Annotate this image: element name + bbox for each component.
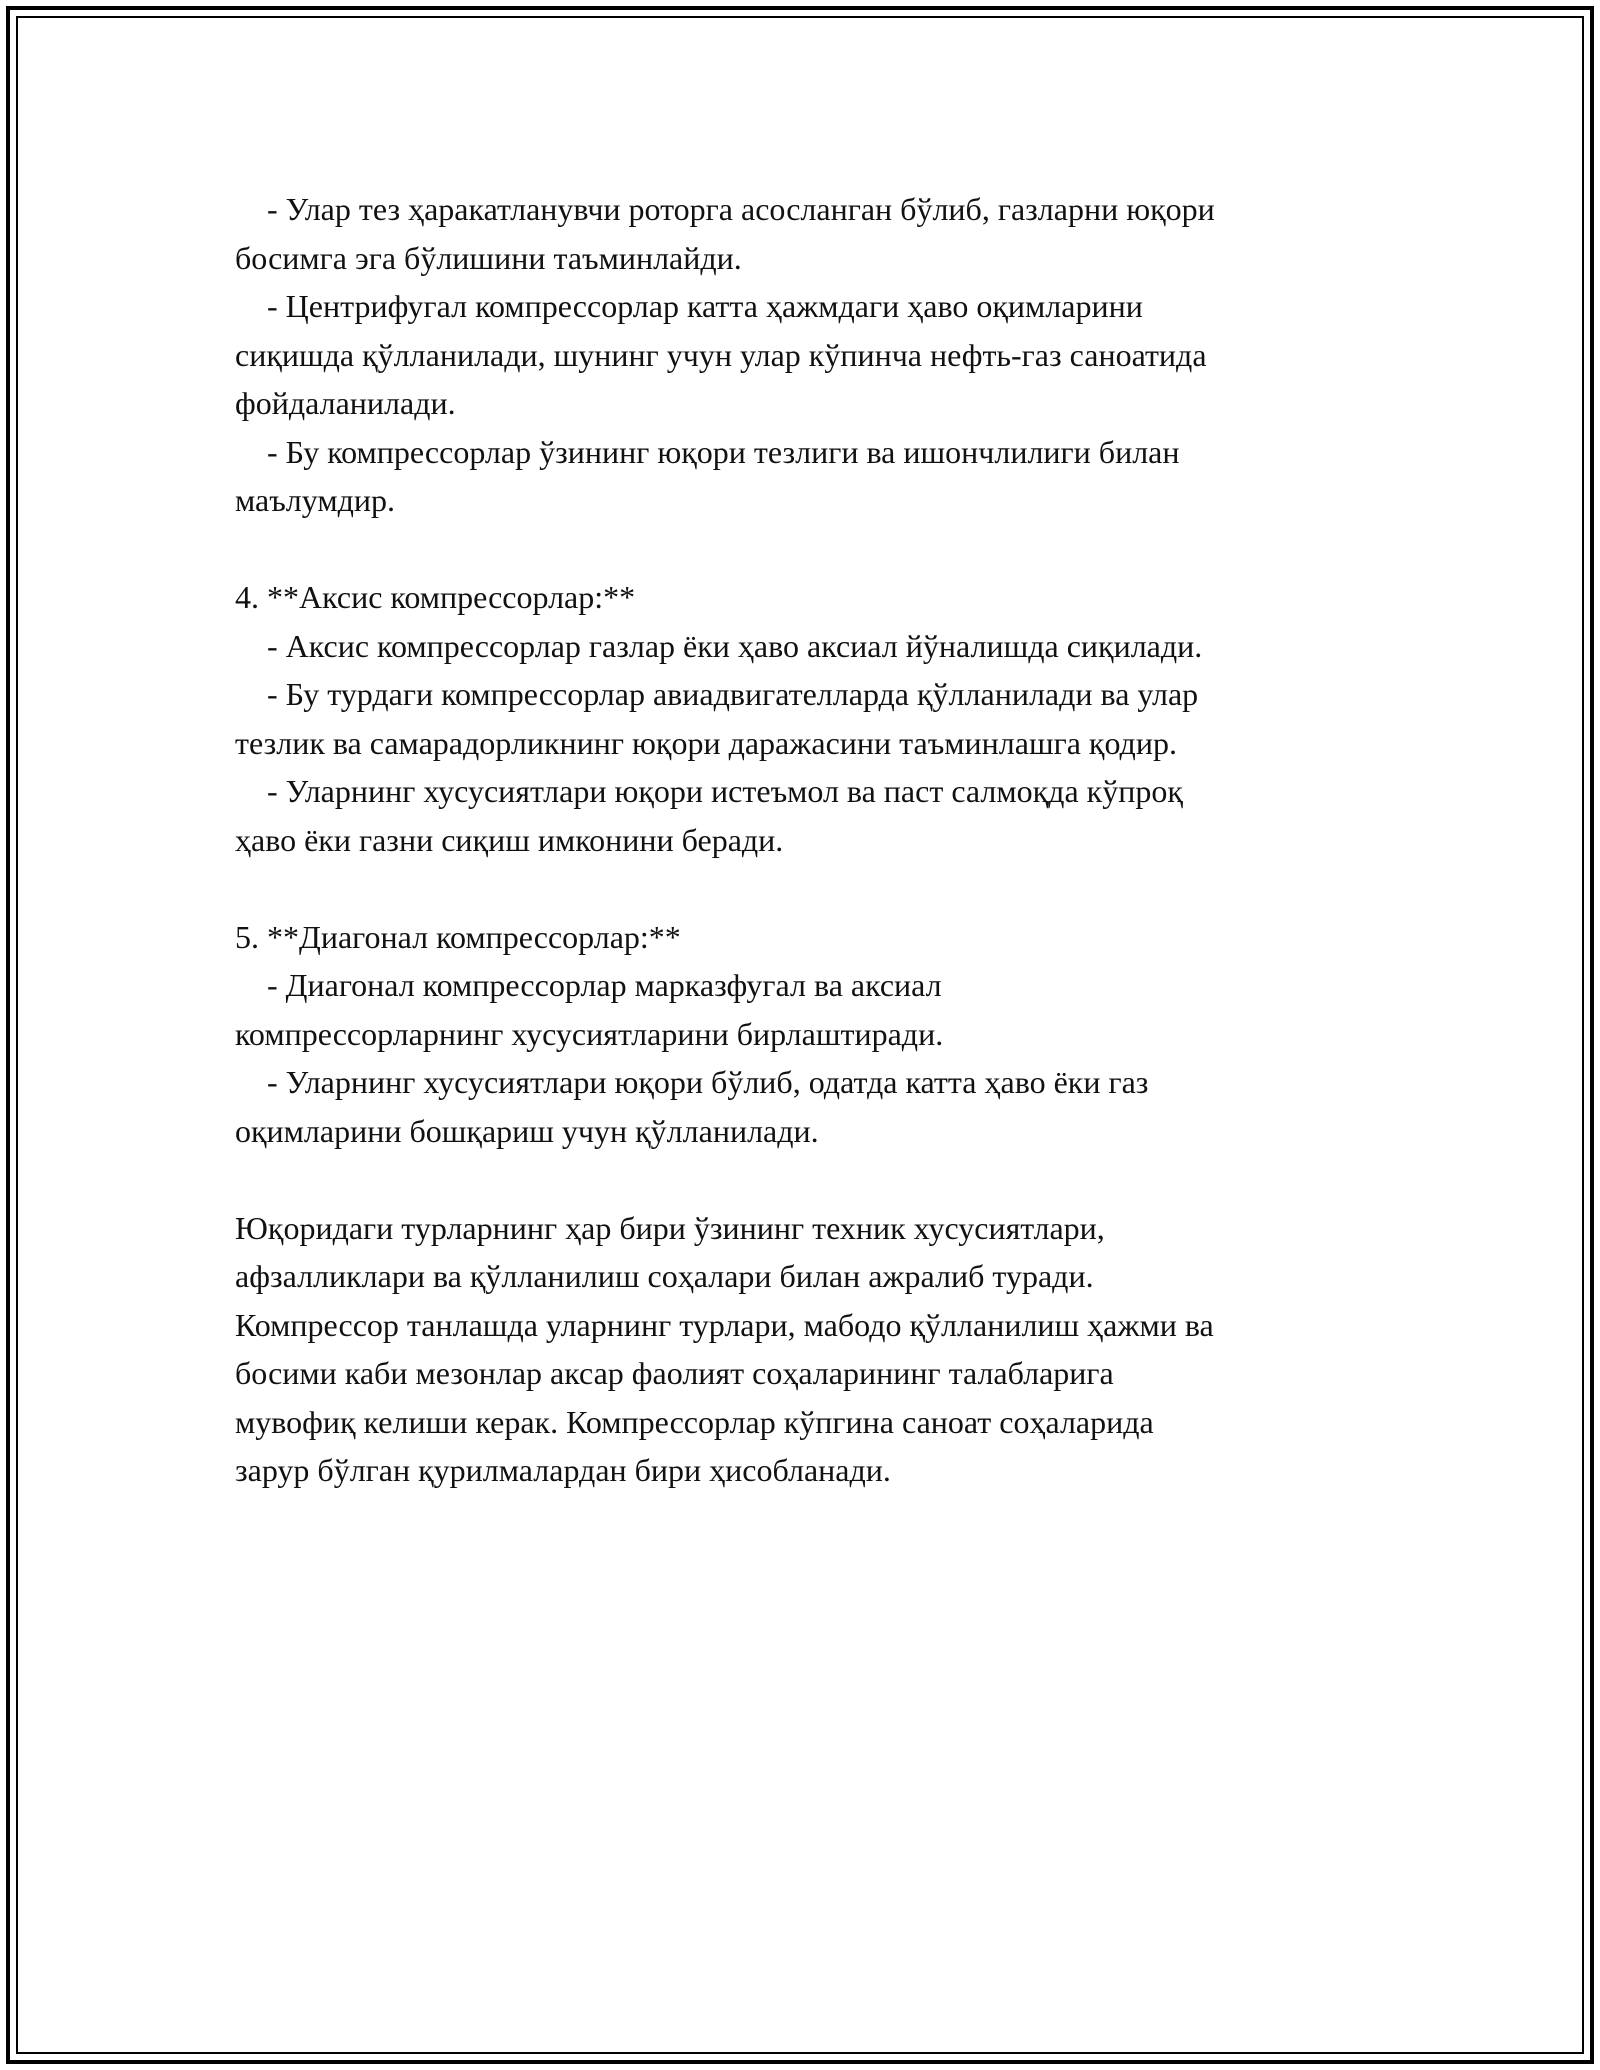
- bullet-centrifugal-usage: - Центрифугал компрессорлар катта ҳажмдаги ҳаво оқимларини сиқишда қўлланилади, шунинг учун улар кўпинча нефть-газ саноатида фойдаланилади.: [235, 288, 1207, 421]
- section-heading-axial: 4. **Аксис компрессорлар:**: [235, 579, 636, 615]
- conclusion-paragraph: Юқоридаги турларнинг ҳар бири ўзининг техник хусусиятлари, афзалликлари ва қўлланилиш соҳалари билан ажралиб туради. Компрессор танлашда уларнинг турлари, мабодо қўлланилиш ҳажми ва босими каби мезонлар аксар фаолият соҳаларининг талабларига мувофиқ келиши керак. Компрессорлар кўпгина саноат соҳаларида зарур бўлган қурилмалардан бири ҳисобланади.: [235, 1209, 1214, 1488]
- section-heading-diagonal: 5. **Диагонал компрессорлар:**: [235, 918, 681, 955]
- bullet-axial-direction: - Аксис компрессорлар газлар ёки ҳаво аксиал йўналишда сиқилади.: [235, 627, 1203, 664]
- blank-line: [235, 1155, 1395, 1204]
- bullet-diagonal-combination: - Диагонал компрессорлар марказфугал ва аксиал компрессорларнинг хусусиятларини бирлаштиради.: [235, 967, 944, 1052]
- bullet-axial-properties: - Уларнинг хусусиятлари юқори истеъмол ва паст салмоқда кўпроқ ҳаво ёки газни сиқиш имконини беради.: [235, 773, 1183, 858]
- bullet-reliability: - Бу компрессорлар ўзининг юқори тезлиги ва ишончлилиги билан маълумдир.: [235, 433, 1180, 518]
- document-body: [235, 185, 1395, 1495]
- blank-line: [235, 525, 1395, 574]
- blank-line: [235, 864, 1395, 913]
- bullet-axial-aviation: - Бу турдаги компрессорлар авиадвигателларда қўлланилади ва улар тезлик ва самарадорликнинг юқори даражасини таъминлашга қодир.: [235, 676, 1199, 761]
- bullet-rotor-pressure: - Улар тез ҳаракатланувчи роторга асосланган бўлиб, газларни юқори босимга эга бўлишини таъминлайди.: [235, 191, 1215, 276]
- bullet-diagonal-properties: - Уларнинг хусусиятлари юқори бўлиб, одатда катта ҳаво ёки газ оқимларини бошқариш учун қўлланилади.: [235, 1064, 1149, 1149]
